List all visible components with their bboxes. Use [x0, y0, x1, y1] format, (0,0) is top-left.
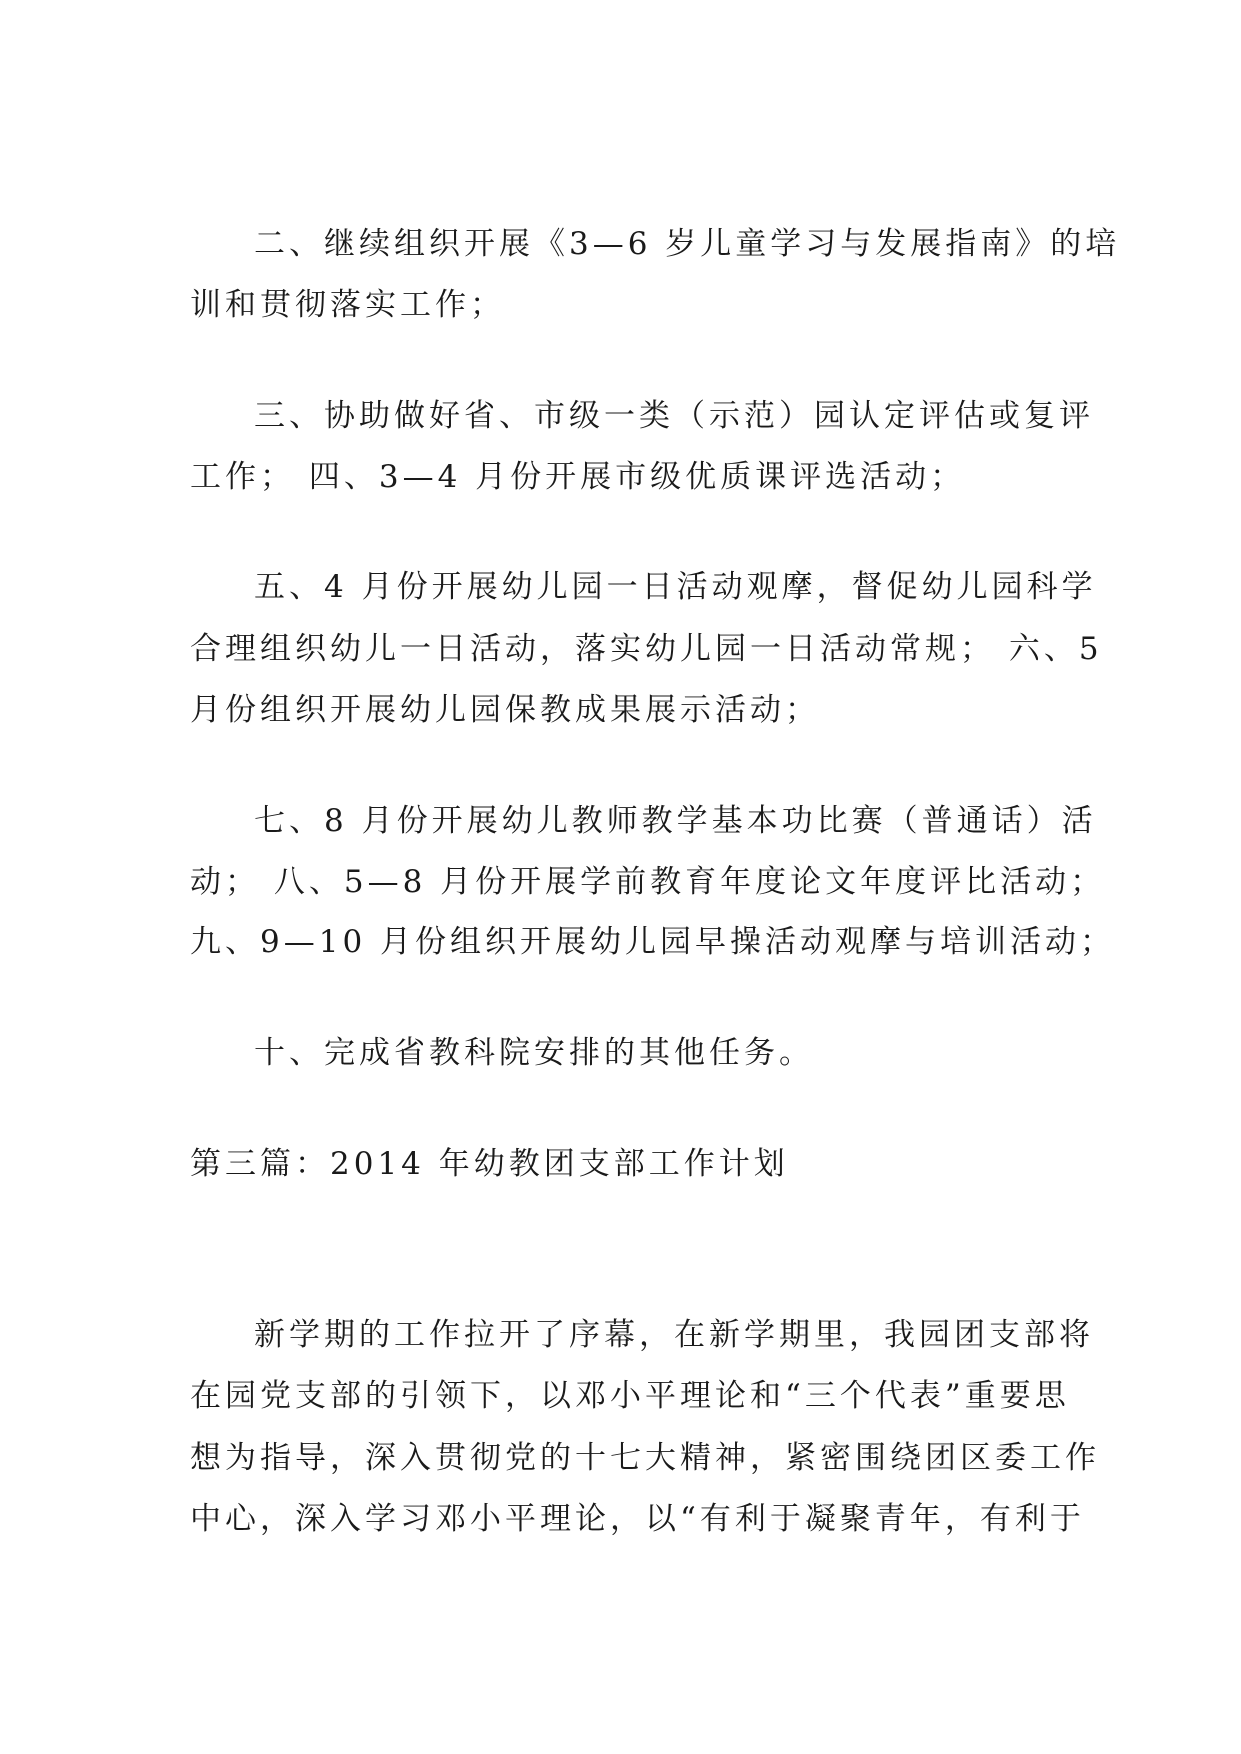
- paragraph-3-line-1: 三、协助做好省、市级一类（示范）园认定评估或复评: [254, 398, 1094, 434]
- paragraph-2-line-1: 二、继续组织开展《3—6 岁儿童学习与发展指南》的培: [254, 226, 1121, 262]
- intro-paragraph-line-2: 在园党支部的引领下，以邓小平理论和“三个代表”重要思: [190, 1378, 1070, 1414]
- paragraph-7-line-2: 动； 八、5—8 月份开展学前教育年度论文年度评比活动；: [190, 864, 1106, 900]
- paragraph-7-line-3: 九、9—10 月份组织开展幼儿园早操活动观摩与培训活动；: [190, 924, 1116, 960]
- paragraph-10-line-1: 十、完成省教科院安排的其他任务。: [254, 1035, 814, 1071]
- paragraph-3-line-2: 工作； 四、3—4 月份开展市级优质课评选活动；: [190, 459, 966, 495]
- paragraph-2-line-2: 训和贯彻落实工作；: [190, 287, 505, 323]
- paragraph-5-line-2: 合理组织幼儿一日活动，落实幼儿园一日活动常规； 六、5: [190, 631, 1103, 667]
- intro-paragraph-line-4: 中心，深入学习邓小平理论，以“有利于凝聚青年，有利于: [190, 1501, 1085, 1537]
- paragraph-7-line-1: 七、8 月份开展幼儿教师教学基本功比赛（普通话）活: [254, 803, 1097, 839]
- intro-paragraph-line-3: 想为指导，深入贯彻党的十七大精神，紧密围绕团区委工作: [190, 1440, 1100, 1476]
- paragraph-5-line-1: 五、4 月份开展幼儿园一日活动观摩，督促幼儿园科学: [254, 569, 1097, 605]
- section-heading: 第三篇：2014 年幼教团支部工作计划: [190, 1146, 789, 1182]
- intro-paragraph-line-1: 新学期的工作拉开了序幕，在新学期里，我园团支部将: [254, 1317, 1094, 1353]
- paragraph-5-line-3: 月份组织开展幼儿园保教成果展示活动；: [190, 692, 820, 728]
